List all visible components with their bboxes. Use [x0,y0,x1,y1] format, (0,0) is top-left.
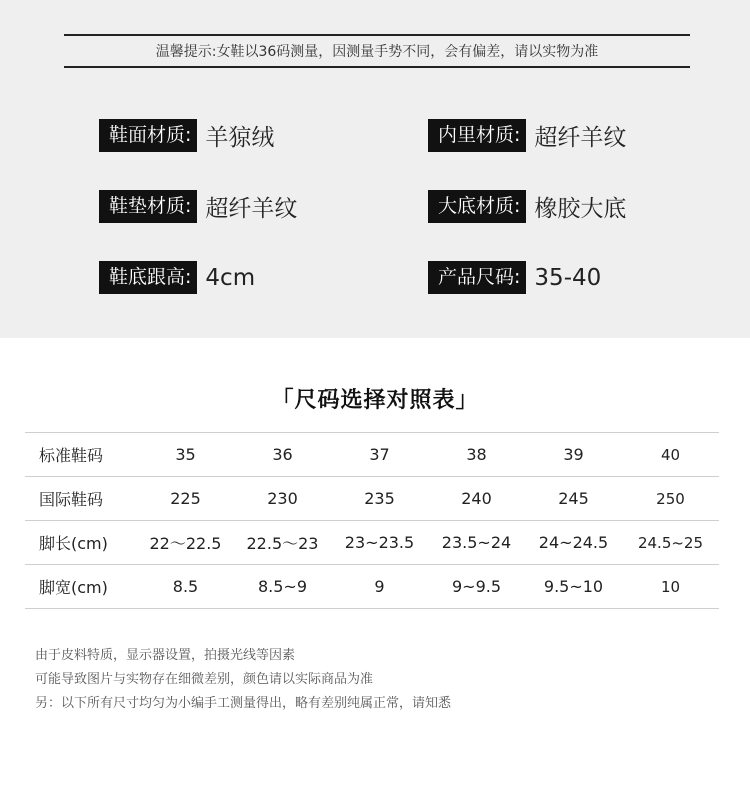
spec-label-box [99,119,197,152]
table-cell: 235 [364,489,395,508]
spec-colon: : [514,266,521,288]
table-row-foot-width [25,565,719,609]
table-cell: 240 [461,489,492,508]
size-table-title: 「尺码选择对照表」 [271,388,479,413]
table-cell: 35 [175,445,196,464]
spec-value: 羊猄绒 [205,125,275,151]
spec-label: 内里材质 [438,124,515,146]
spec-value: 超纤羊纹 [534,125,627,151]
spec-size-range [428,261,601,294]
table-cell: 8.5~9 [257,577,308,596]
spec-label-box [428,190,526,223]
spec-lining-material [428,119,626,152]
spec-outsole-material [428,190,626,223]
spec-label: 鞋底跟高 [109,266,186,288]
spec-upper-material [99,119,274,152]
notice-banner: 温馨提示:女鞋以36码测量，因测量手势不同，会有偏差，请以实物为准 [64,34,690,68]
disclaimer-notes [35,644,451,716]
table-cell: 40 [660,445,681,464]
table-cell: 9~9.5 [451,577,502,596]
table-cell: 39 [563,445,584,464]
table-cell: 8.5 [172,577,199,596]
row-header: 脚长(cm) [39,534,108,553]
spec-label: 产品尺码 [438,266,515,288]
spec-colon: : [514,124,521,146]
spec-value: 橡胶大底 [534,196,627,222]
table-cell: 230 [267,489,298,508]
table-cell: 22～22.5 [149,534,222,553]
spec-label-box [428,119,526,152]
material-section [0,0,750,338]
table-cell: 10 [660,577,681,596]
table-cell: 225 [170,489,201,508]
table-cell: 22.5～23 [246,534,319,553]
spec-label: 鞋面材质 [109,124,186,146]
spec-label: 鞋垫材质 [109,195,186,217]
table-cell: 36 [272,445,293,464]
spec-colon: : [185,195,192,217]
spec-insole-material [99,190,297,223]
table-cell: 37 [369,445,390,464]
table-cell: 23~23.5 [344,533,415,552]
table-row-foot-length [25,521,719,565]
table-cell: 9 [374,577,385,596]
table-cell: 24.5~25 [637,533,704,552]
size-table [25,432,719,609]
spec-colon: : [185,266,192,288]
spec-label-box [99,261,197,294]
table-row-international-size [25,477,719,521]
spec-label: 大底材质 [438,195,515,217]
spec-value: 35-40 [534,264,602,291]
table-cell: 24~24.5 [538,533,609,552]
table-cell: 9.5~10 [543,577,604,596]
spec-value: 4cm [205,264,256,291]
note-line: 由于皮料特质，显示器设置，拍摄光线等因素 [35,648,296,663]
spec-colon: : [185,124,192,146]
table-cell: 245 [558,489,589,508]
row-header: 国际鞋码 [39,490,104,509]
spec-value: 超纤羊纹 [205,196,298,222]
table-cell: 23.5~24 [441,533,512,552]
spec-colon: : [514,195,521,217]
table-cell: 38 [466,445,487,464]
spec-label-box [428,261,526,294]
table-row-standard-size [25,433,719,477]
row-header: 脚宽(cm) [39,578,108,597]
note-line: 可能导致图片与实物存在细微差别，颜色请以实际商品为准 [35,672,374,687]
spec-label-box [99,190,197,223]
table-cell: 250 [656,489,685,508]
spec-heel-height [99,261,255,294]
row-header: 标准鞋码 [39,446,104,465]
note-line: 另：以下所有尺寸均匀为小编手工测量得出，略有差别纯属正常，请知悉 [35,696,452,711]
